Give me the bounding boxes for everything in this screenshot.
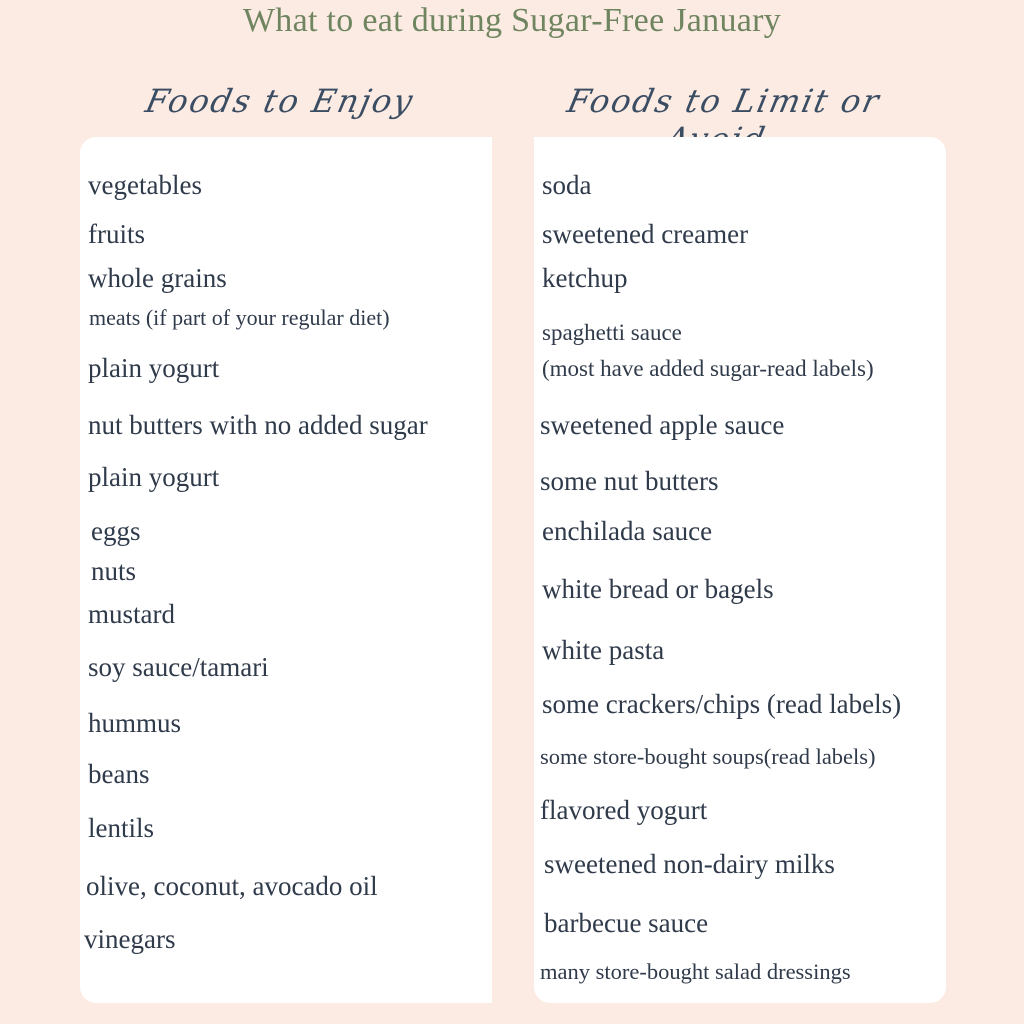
avoid-item: sweetened creamer: [542, 219, 749, 249]
avoid-item: sweetened non-dairy milks: [544, 849, 835, 879]
enjoy-item: beans: [88, 759, 150, 789]
avoid-item: flavored yogurt: [540, 795, 708, 825]
avoid-item: white pasta: [542, 635, 665, 665]
enjoy-item: mustard: [88, 599, 175, 629]
avoid-item: some nut butters: [540, 466, 719, 496]
enjoy-item: soy sauce/tamari: [88, 652, 269, 682]
enjoy-item: nut butters with no added sugar: [88, 410, 428, 440]
avoid-heading: Foods to Limit or: [563, 82, 885, 120]
enjoy-item: lentils: [88, 813, 154, 843]
enjoy-item: fruits: [88, 219, 145, 249]
avoid-item: soda: [542, 170, 592, 200]
enjoy-item: hummus: [88, 708, 182, 738]
avoid-item: some crackers/chips (read labels): [542, 689, 902, 719]
enjoy-item: vegetables: [88, 170, 202, 200]
avoid-item: white bread or bagels: [542, 574, 774, 604]
page-title: What to eat during Sugar-Free January: [242, 2, 782, 39]
avoid-item: some store-bought soups(read labels): [540, 744, 876, 769]
enjoy-item: whole grains: [88, 263, 227, 293]
enjoy-item: olive, coconut, avocado oil: [86, 871, 378, 901]
enjoy-item: plain yogurt: [88, 462, 220, 492]
avoid-item: ketchup: [542, 263, 628, 293]
avoid-item: barbecue sauce: [544, 908, 709, 938]
avoid-item: sweetened apple sauce: [540, 410, 785, 440]
avoid-item: (most have added sugar-read labels): [542, 356, 874, 381]
enjoy-item: nuts: [91, 556, 137, 586]
avoid-item: spaghetti sauce: [542, 320, 682, 345]
enjoy-item: eggs: [91, 516, 141, 546]
avoid-item: enchilada sauce: [542, 516, 713, 546]
enjoy-item: vinegars: [84, 924, 176, 954]
avoid-item: many store-bought salad dressings: [540, 959, 851, 984]
enjoy-heading: Foods to Enjoy: [142, 82, 418, 120]
enjoy-item: meats (if part of your regular diet): [89, 305, 390, 330]
enjoy-item: plain yogurt: [88, 353, 220, 383]
